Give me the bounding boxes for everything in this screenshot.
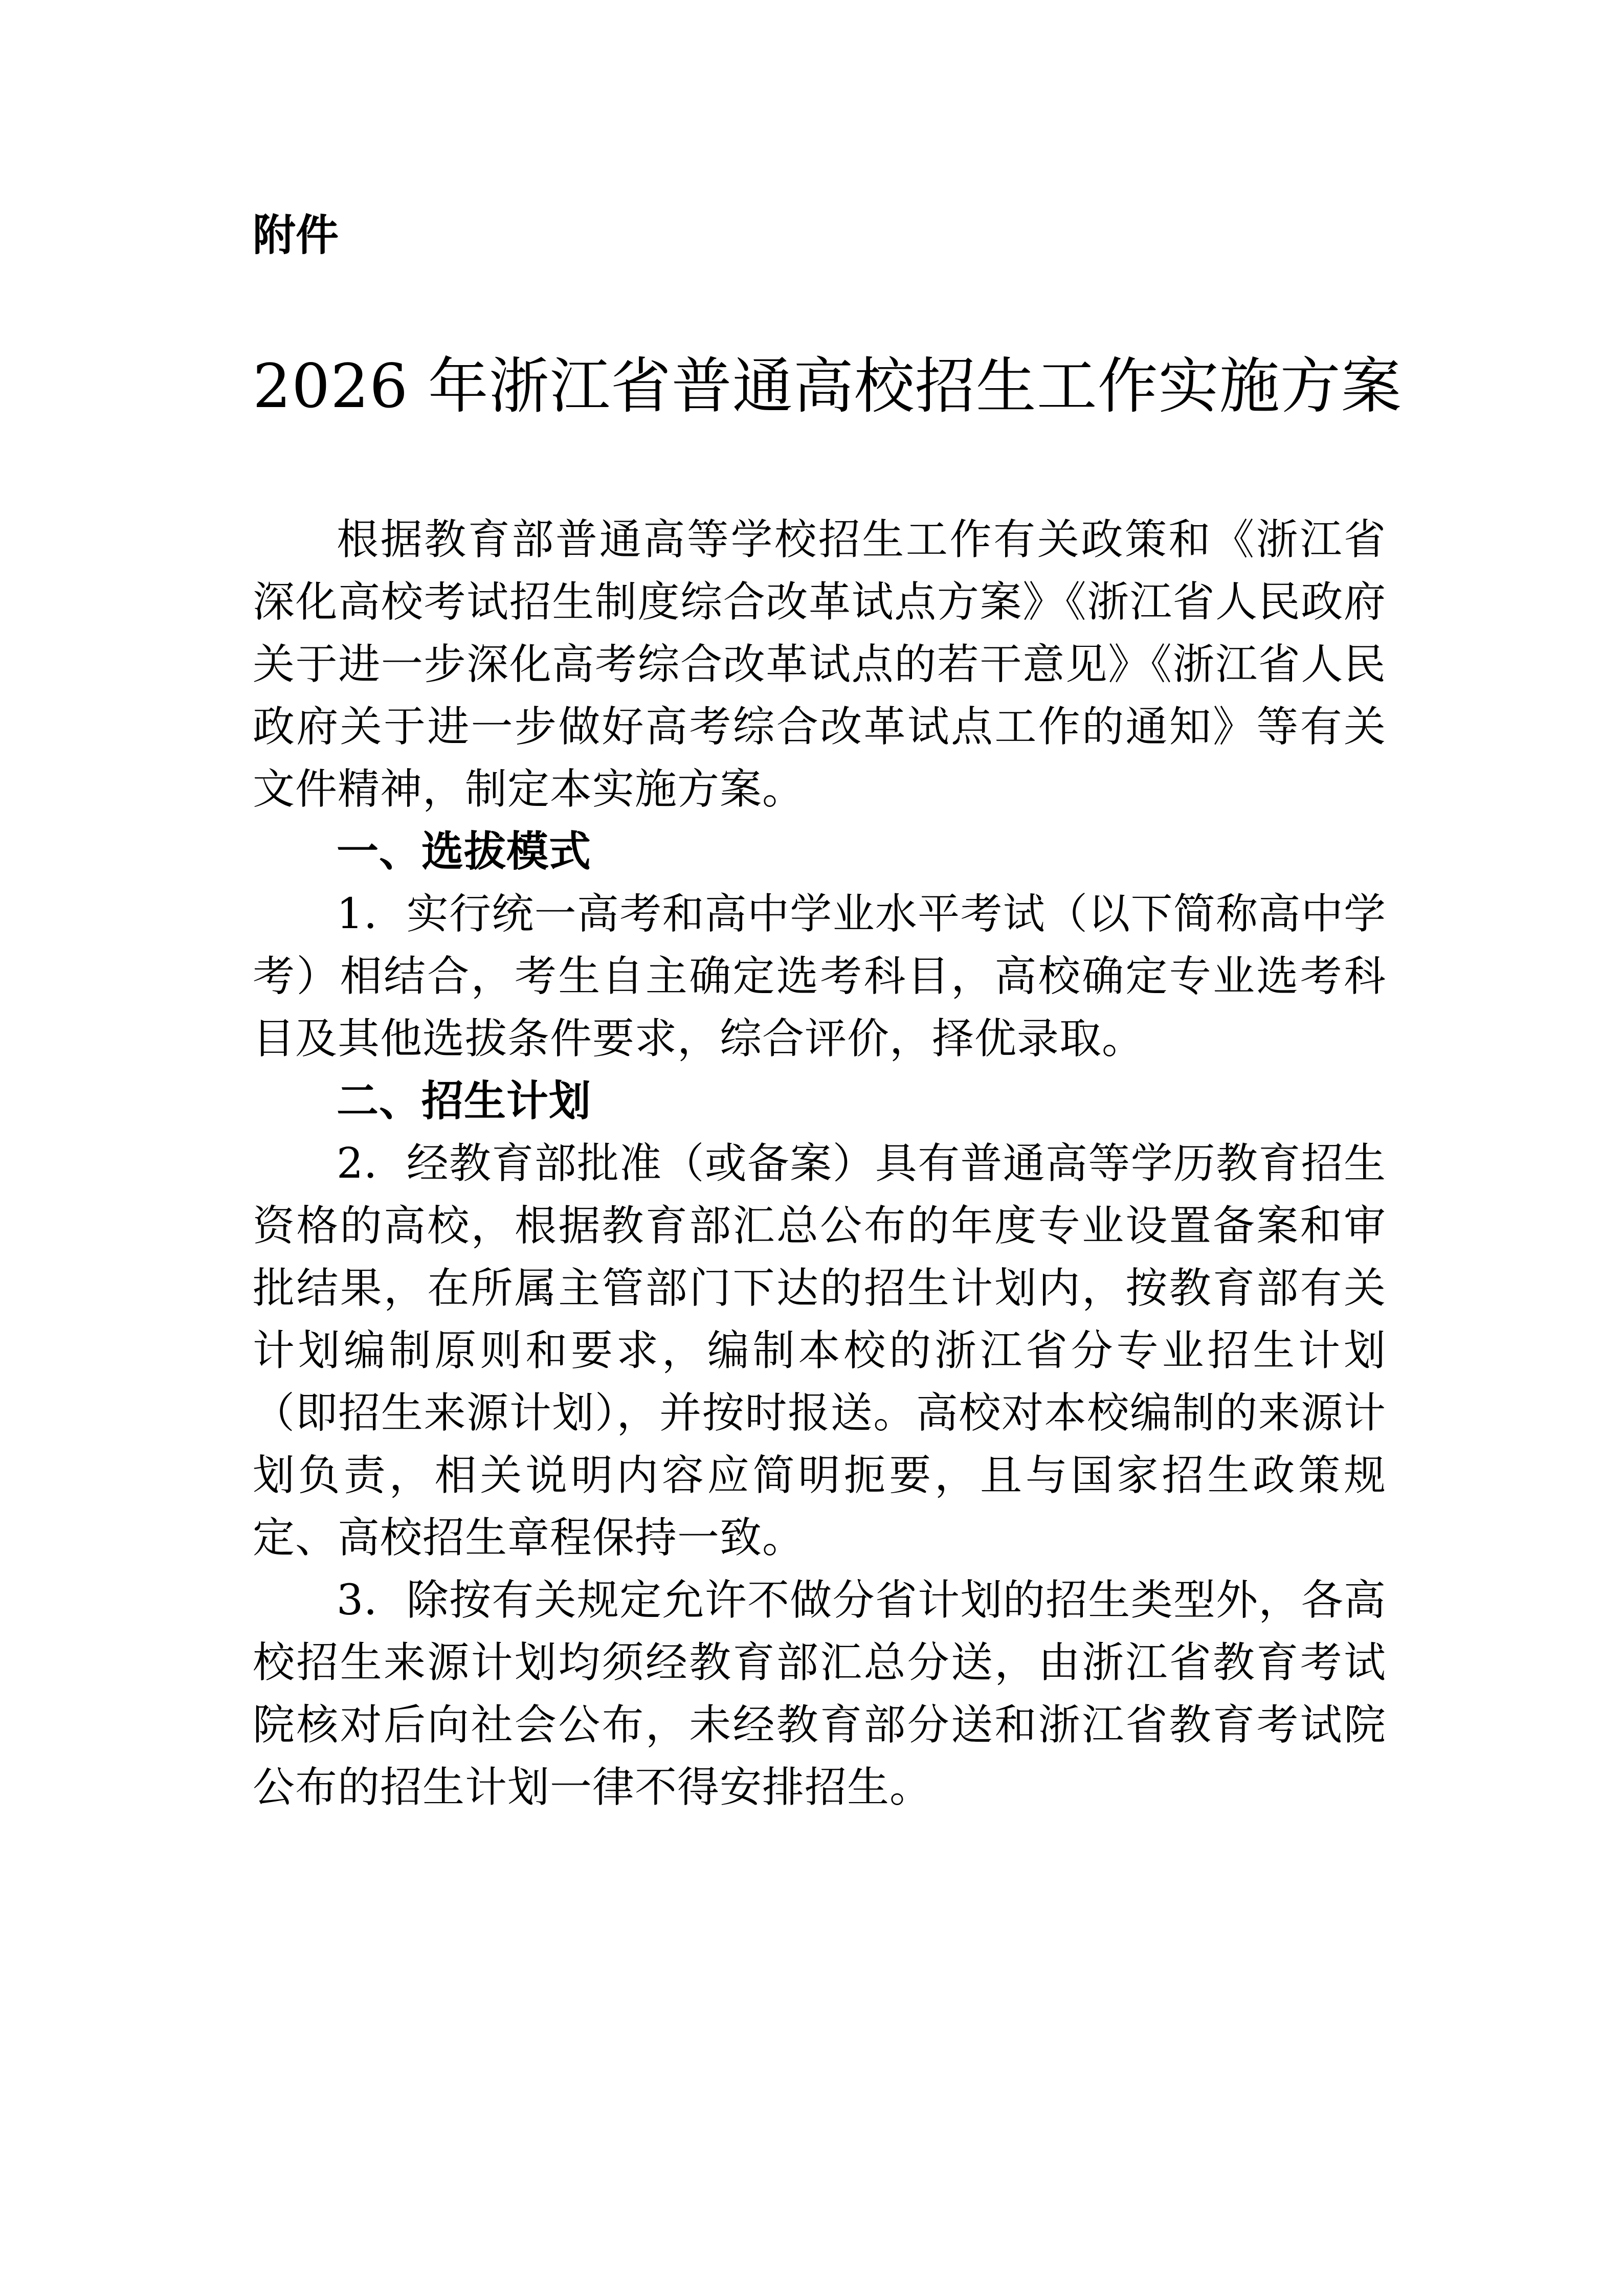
- section-heading-selection-mode: 一、选拔模式: [337, 827, 592, 876]
- paragraph-item-3: 3．除按有关规定允许不做分省计划的招生类型外，各高校招生来源计划均须经教育部汇总分送，由浙江省教育考试院核对后向社会公布，未经教育部分送和浙江省教育考试院公布的招生计划一律不得安排招生。: [253, 1576, 1386, 1812]
- section-heading-enrollment-plan: 二、招生计划: [337, 1077, 592, 1126]
- paragraph-item-1: 1．实行统一高考和高中学业水平考试（以下简称高中学考）相结合，考生自主确定选考科目，高校确定专业选考科目及其他选拔条件要求，综合评价，择优录取。: [253, 890, 1386, 1063]
- attachment-label: 附件: [253, 210, 339, 260]
- document-body: [253, 509, 1386, 1819]
- document-title: 2026 年浙江省普通高校招生工作实施方案: [253, 351, 1402, 421]
- paragraph-item-2: 2．经教育部批准（或备案）具有普通高等学历教育招生资格的高校，根据教育部汇总公布的年度专业设置备案和审批结果，在所属主管部门下达的招生计划内，按教育部有关计划编制原则和要求，编制本校的浙江省分专业招生计划（即招生来源计划），并按时报送。高校对本校编制的来源计划负责，相关说明内容应简明扼要，且与国家招生政策规定、高校招生章程保持一致。: [253, 1139, 1386, 1562]
- intro-paragraph: 根据教育部普通高等学校招生工作有关政策和《浙江省深化高校考试招生制度综合改革试点方案》《浙江省人民政府关于进一步深化高考综合改革试点的若干意见》《浙江省人民政府关于进一步做好高考综合改革试点工作的通知》等有关文件精神，制定本实施方案。: [253, 515, 1386, 814]
